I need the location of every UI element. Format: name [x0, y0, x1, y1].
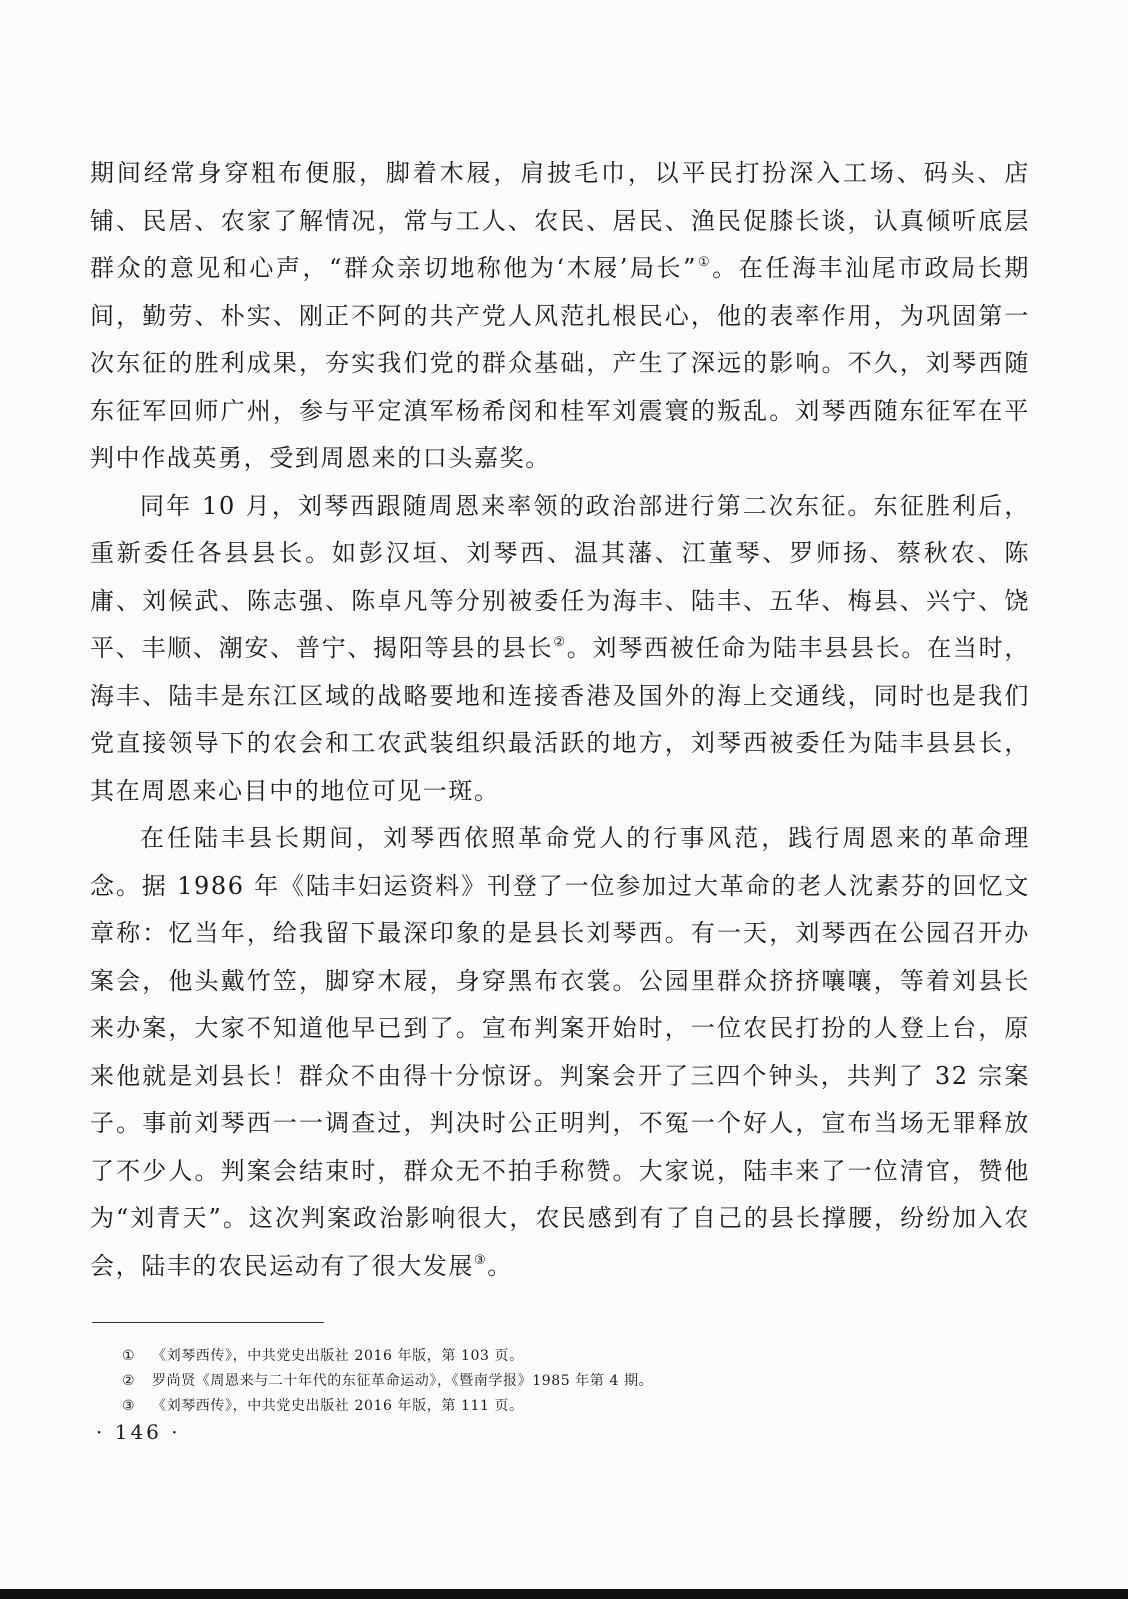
footnote-ref-1: ① [696, 255, 713, 270]
footnote-ref-2: ② [553, 635, 567, 650]
scan-edge [0, 1589, 1128, 1599]
footnote-ref-3: ③ [474, 1252, 488, 1268]
footnote-divider [92, 1322, 324, 1323]
paragraph-2: 同年 10 月，刘琴西跟随周恩来率领的政治部进行第二次东征。东征胜利后，重新委任各县县长。如彭汉垣、刘琴西、温其藩、江董琴、罗师扬、蔡秋农、陈庸、刘候武、陈志强、陈卓凡等分别被委任为海丰、陆丰、五华、梅县、兴宁、饶平、丰顺、潮安、普宁、揭阳等县的县长②。刘琴西被任命为陆丰县县长。在当时，海丰、陆丰是东江区域的战略要地和连接香港及国外的海上交通线，同时也是我们党直接领导下的农会和工农武装组织最活跃的地方，刘琴西被委任为陆丰县县长，其在周恩来心目中的地位可见一斑。 [90, 491, 1030, 805]
paragraph-3: 在任陆丰县长期间，刘琴西依照革命党人的行事风范，践行周恩来的革命理念。据 1986 年《陆丰妇运资料》刊登了一位参加过大革命的老人沈素芬的回忆文章称：忆当年，给我留下最深印象的是县长刘琴西。有一天，刘琴西在公园召开办案会，他头戴竹笠，脚穿木屐，身穿黑布衣裳。公园里群众挤挤嚷嚷，等着刘县长来办案，大家不知道他早已到了。宣布判案开始时，一位农民打扮的人登上台，原来他就是刘县长！群众不由得十分惊讶。判案会开了三四个钟头，共判了 32 宗案子。事前刘琴西一一调查过，判决时公正明判，不冤一个好人，宣布当场无罪释放了不少人。判案会结束时，群众无不拍手称赞。大家说，陆丰来了一位清官，赞他为“刘青天”。这次判案政治影响很大，农民感到有了自己的县长撑腰，纷纷加入农会，陆丰的农民运动有了很大发展③。 [90, 824, 1030, 1280]
footnote-2: ② 罗尚贤《周恩来与二十年代的东征革命运动》，《暨南学报》1985 年第 4 期。 [122, 1373, 654, 1389]
footnote-3: ③ 《刘琴西传》，中共党史出版社 2016 年版，第 111 页。 [122, 1398, 524, 1414]
footnote-1: ① 《刘琴西传》，中共党史出版社 2016 年版，第 103 页。 [122, 1348, 524, 1364]
footnotes [122, 1344, 1002, 1419]
body-text [90, 150, 1030, 1290]
paragraph-1: 期间经常身穿粗布便服，脚着木屐，肩披毛巾，以平民打扮深入工场、码头、店铺、民居、农家了解情况，常与工人、农民、居民、渔民促膝长谈，认真倾听底层群众的意见和心声，“群众亲切地称他为‘木屐’局长”①。在任海丰汕尾市政局长期间，勤劳、朴实、刚正不阿的共产党人风范扎根民心，他的表率作用，为巩固第一次东征的胜利成果，夯实我们党的群众基础，产生了深远的影响。不久，刘琴西随东征军回师广州，参与平定滇军杨希闵和桂军刘震寰的叛乱。刘琴西随东征军在平判中作战英勇，受到周恩来的口头嘉奖。 [90, 159, 1030, 472]
page-number: · 146 · [96, 1420, 181, 1444]
